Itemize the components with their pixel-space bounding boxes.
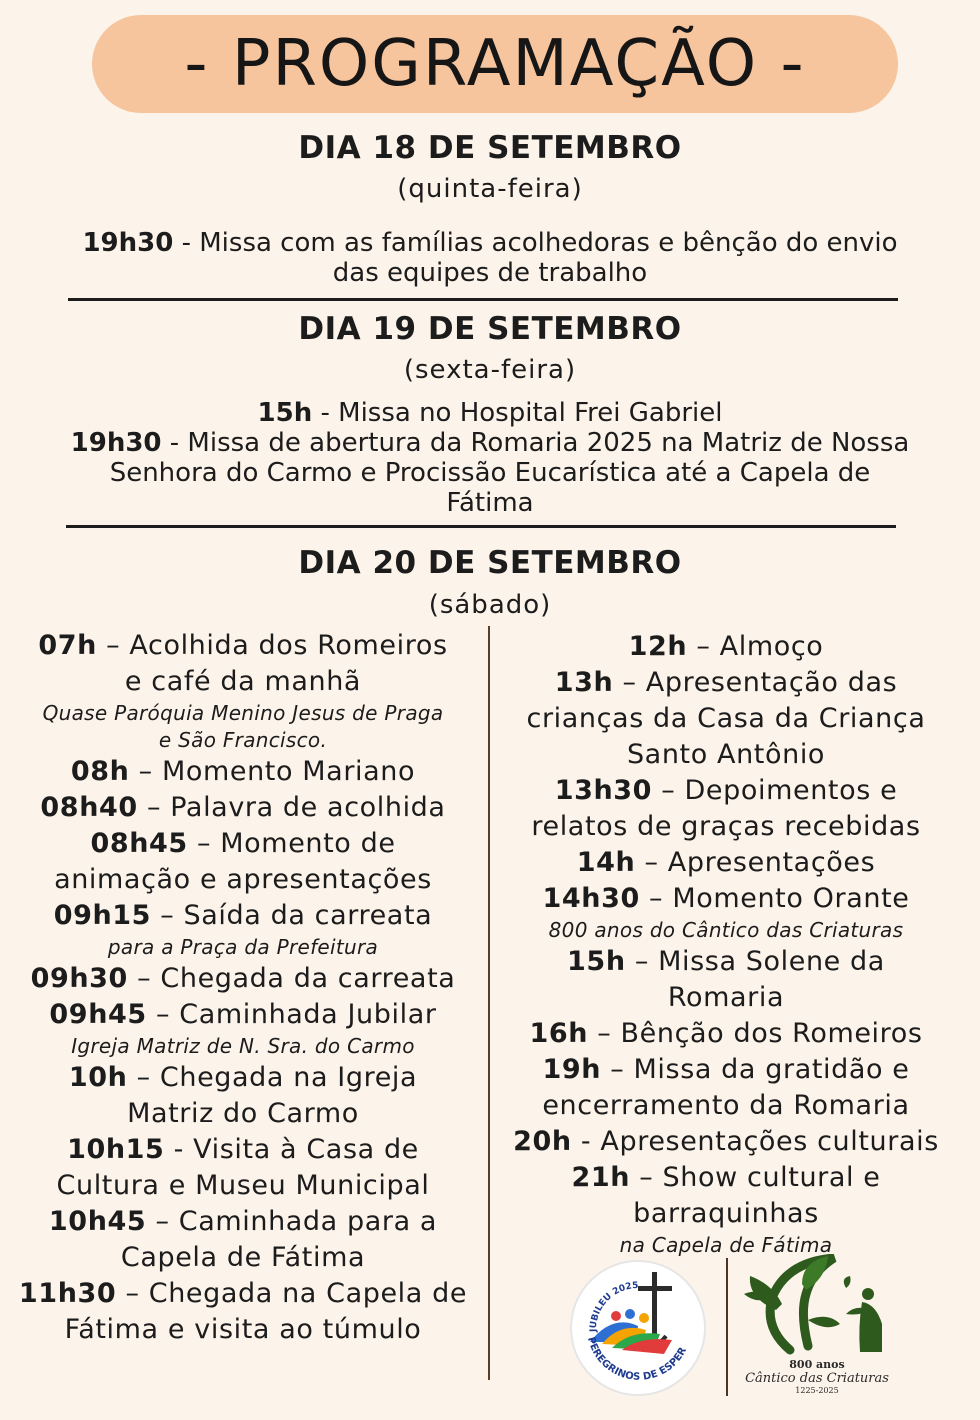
schedule-item — [492, 1088, 960, 1124]
schedule-item — [0, 997, 486, 1033]
event-time: 16h — [529, 1018, 589, 1049]
schedule-item — [492, 980, 960, 1016]
event-text: – Caminhada Jubilar — [146, 999, 437, 1030]
schedule-item — [0, 862, 486, 898]
separator-line — [66, 525, 896, 528]
event-time: 11h30 — [18, 1278, 117, 1309]
event-text: – Saída da carreata — [151, 900, 433, 931]
day20-heading: DIA 20 DE SETEMBRO — [298, 545, 682, 581]
event-time: 09h30 — [30, 963, 128, 994]
event-time: 07h — [38, 630, 97, 661]
event-text: – Apresentações — [635, 847, 876, 878]
event-time: 08h45 — [90, 828, 188, 859]
event-text: animação e apresentações — [54, 864, 432, 895]
day18-weekday: (quinta-feira) — [397, 174, 583, 204]
event-text: Matriz do Carmo — [127, 1098, 359, 1129]
event-time: 08h — [70, 756, 130, 787]
schedule-item — [492, 1124, 960, 1160]
event-time: 10h — [68, 1062, 128, 1093]
event-time: 08h40 — [40, 792, 138, 823]
event-time: 12h — [628, 631, 688, 662]
schedule-item — [0, 1132, 486, 1168]
schedule-item — [492, 1016, 960, 1052]
event-text: – Chegada na Igreja — [127, 1062, 418, 1093]
event-text: - Apresentações culturais — [571, 1126, 939, 1157]
schedule-item — [492, 1160, 960, 1196]
event-time: 15h — [567, 946, 626, 977]
event-text: das equipes de trabalho — [332, 258, 648, 288]
event-text: – Almoço — [687, 631, 824, 662]
event-text: - Missa com as famílias acolhedoras e bênção do envio — [173, 228, 898, 258]
schedule-note: na Capela de Fátima — [619, 1233, 833, 1257]
schedule-item — [0, 1060, 486, 1096]
event-text: – Depoimentos e — [652, 775, 898, 806]
event-text: – Palavra de acolhida — [137, 792, 446, 823]
event-text: - Missa de abertura da Romaria 2025 na Matriz de Nossa — [161, 428, 910, 458]
schedule-item — [492, 1052, 960, 1088]
event-text: – Acolhida dos Romeiros — [96, 630, 448, 661]
event-text: – Missa Solene da — [625, 946, 885, 977]
cantico-line1: 800 anos — [789, 1358, 845, 1371]
schedule-note: Igreja Matriz de N. Sra. do Carmo — [71, 1034, 415, 1058]
schedule-item — [492, 944, 960, 980]
event-text: – Missa da gratidão e — [601, 1054, 910, 1085]
event-time: 14h30 — [542, 883, 640, 914]
schedule-item — [492, 737, 960, 773]
event-time: 13h30 — [554, 775, 653, 806]
day19-heading: DIA 19 DE SETEMBRO — [298, 311, 682, 347]
event-text: Fátima e visita ao túmulo — [64, 1314, 422, 1345]
day18-heading: DIA 18 DE SETEMBRO — [298, 130, 682, 166]
event-text: - Missa no Hospital Frei Gabriel — [312, 398, 723, 428]
schedule-item — [492, 809, 960, 845]
schedule-item — [0, 1204, 486, 1240]
event-text: Capela de Fátima — [120, 1242, 366, 1273]
schedule-item — [492, 665, 960, 701]
column-divider — [488, 626, 490, 1380]
schedule-item — [492, 845, 960, 881]
schedule-note: para a Praça da Prefeitura — [107, 935, 379, 959]
schedule-left-column — [0, 628, 486, 1348]
event-text: Santo Antônio — [626, 739, 826, 770]
event-text: – Chegada na Capela de — [116, 1278, 468, 1309]
event-text: e café da manhã — [124, 666, 362, 697]
schedule-note: e São Francisco. — [158, 728, 328, 752]
jubileu-top-text: JUBILEU 2025 — [588, 1280, 639, 1333]
schedule-item — [0, 1276, 486, 1312]
event-time: 09h15 — [53, 900, 152, 931]
event-time: 19h30 — [70, 428, 162, 458]
schedule-item — [0, 628, 486, 664]
schedule-item — [0, 1168, 486, 1204]
schedule-item — [492, 629, 960, 665]
event-time: 21h — [571, 1162, 631, 1193]
day19-events — [0, 398, 980, 518]
schedule-item — [0, 1096, 486, 1132]
schedule-item — [0, 1312, 486, 1348]
schedule-item — [492, 1196, 960, 1232]
schedule-note: 800 anos do Cântico das Criaturas — [548, 918, 904, 942]
logo-divider — [726, 1258, 728, 1396]
schedule-right-column — [492, 629, 960, 1259]
event-text: – Show cultural e — [630, 1162, 881, 1193]
event-text: – Chegada da carreata — [127, 963, 456, 994]
jubileu-bottom-text: PEREGRINOS DE ESPER — [584, 1335, 690, 1383]
event-text: crianças da Casa da Criança — [526, 703, 926, 734]
event-text: Cultura e Museu Municipal — [56, 1170, 430, 1201]
event-text: encerramento da Romaria — [542, 1090, 910, 1121]
day20-weekday: (sábado) — [428, 590, 552, 620]
event-time: 10h15 — [67, 1134, 165, 1165]
schedule-item — [0, 754, 486, 790]
schedule-item — [0, 790, 486, 826]
day19-weekday: (sexta-feira) — [403, 355, 577, 385]
event-time: 19h30 — [82, 228, 174, 258]
schedule-item — [0, 664, 486, 700]
title-banner — [92, 15, 898, 113]
schedule-item — [0, 1240, 486, 1276]
event-time: 14h — [576, 847, 636, 878]
event-time: 20h — [513, 1126, 572, 1157]
event-time: 13h — [554, 667, 614, 698]
cantico-emblem-icon — [742, 1254, 892, 1358]
schedule-item — [492, 701, 960, 737]
schedule-note: Quase Paróquia Menino Jesus de Praga — [42, 701, 444, 725]
event-text: – Momento de — [187, 828, 396, 859]
event-time: 09h45 — [49, 999, 147, 1030]
event-text: Fátima — [446, 488, 534, 518]
page-title: - PROGRAMAÇÃO - — [184, 27, 806, 101]
jubileu-2025-logo — [568, 1258, 708, 1398]
event-time: 15h — [257, 398, 313, 428]
day18-event — [0, 228, 980, 288]
schedule-item — [0, 961, 486, 997]
event-text: – Apresentação das — [613, 667, 898, 698]
event-text: – Momento Orante — [639, 883, 910, 914]
schedule-item — [0, 898, 486, 934]
schedule-item — [0, 826, 486, 862]
event-text: relatos de graças recebidas — [531, 811, 921, 842]
schedule-item — [492, 773, 960, 809]
schedule-item — [492, 881, 960, 917]
event-text: - Visita à Casa de — [164, 1134, 419, 1165]
cantico-line2: Cântico das Criaturas — [745, 1371, 889, 1386]
event-text: – Momento Mariano — [129, 756, 416, 787]
event-time: 10h45 — [48, 1206, 147, 1237]
event-text: Senhora do Carmo e Procissão Eucarística até a Capela de — [109, 458, 871, 488]
event-text: barraquinhas — [633, 1198, 819, 1229]
cantico-das-criaturas-logo — [742, 1254, 892, 1402]
separator-line — [68, 298, 898, 301]
event-time: 19h — [542, 1054, 602, 1085]
event-text: Romaria — [667, 982, 785, 1013]
event-text: – Bênção dos Romeiros — [588, 1018, 923, 1049]
event-text: – Caminhada para a — [146, 1206, 438, 1237]
cantico-years: 1225-2025 — [795, 1386, 839, 1395]
